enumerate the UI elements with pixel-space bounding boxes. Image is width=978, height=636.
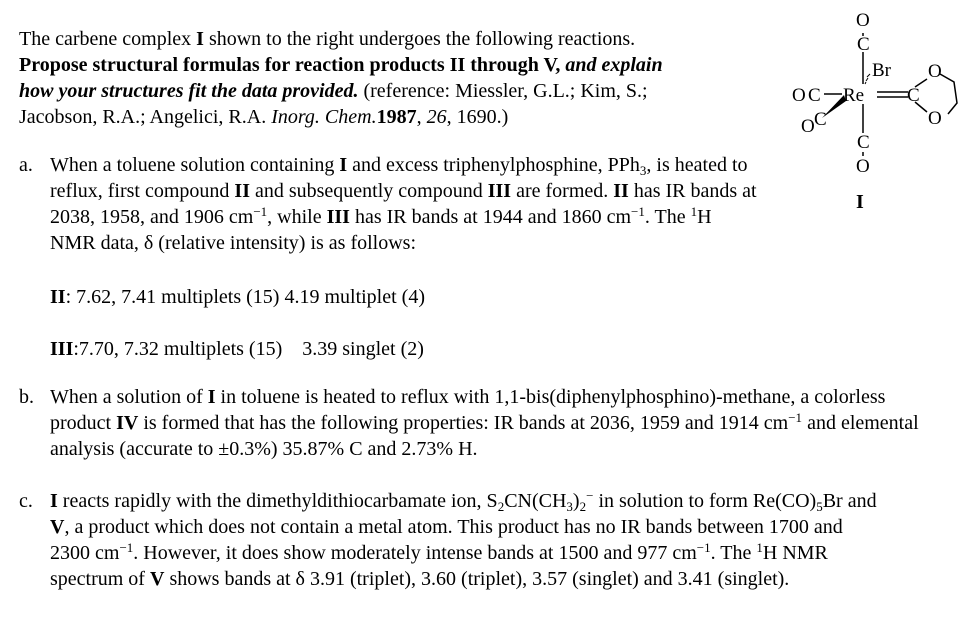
intro-line-3: how your structures fit the data provided. (reference: Miessler, G.L.; Kim, S.; [19,80,648,102]
intro-line-4: Jacobson, R.A.; Angelici, R.A. Inorg. Chem.1987, 26, 1690.) [19,106,509,128]
item-a-text: When a toluene solution containing I and excess triphenylphosphine, PPh$_3$, is heated to reflux, first compound II and subsequently compound III are formed. II has IR bands at 2038, 1958, and 1906 $cm^{-1}$, while III has IR bands at 1944 and 1860 $cm^{-1}$. The $^1$H NMR data, δ (relative intensity) is as follows: [50,154,757,254]
atom-c-top: C [857,34,870,55]
atom-o-bottom: O [856,156,870,177]
atom-o-left: O [792,85,806,106]
atom-o-ring-top: O [928,61,942,82]
intro-line-2: Propose structural formulas for reaction products II through V, and explain [19,54,663,76]
nmr-data-III: III:7.70, 7.32 multiplets (15) 3.39 singlet (2) [50,338,424,360]
atom-o-top: O [856,10,870,31]
item-a [19,152,759,256]
journal-name: Inorg. Chem. [271,106,377,128]
nmr-data-II: II: 7.62, 7.41 multiplets (15) 4.19 multiplet (4) [50,286,425,308]
item-c [19,488,879,592]
item-c-label: c. [19,490,33,512]
atom-o-low: O [801,116,815,137]
item-b [19,384,929,462]
atom-o-ring-bottom: O [928,108,942,129]
atom-re: Re [843,85,865,106]
item-a-label: a. [19,154,33,176]
atom-c-low: C [814,109,827,130]
intro-line-1: The carbene complex I shown to the right undergoes the following reactions. [19,28,636,50]
journal-year: 1987 [376,106,417,128]
atom-c-carbene: C [907,85,920,106]
item-c-text: I reacts rapidly with the dimethyldithiocarbamate ion, $S_2CN(CH_3)_2^-$ in solution to form $Re(CO)_5Br$ and V, a product which does not contain a metal atom. This product has no IR bands between 1700 and 2300 $cm^{-1}$. However, it does show moderately intense bands at 1500 and 977 $cm^{-1}$. The $^1$H NMR spectrum of V shows bands at δ 3.91 (triplet), 3.60 (triplet), 3.57 (singlet) and 3.41 (singlet). [50,488,877,590]
compound-I-ref: I [196,28,204,50]
problem-intro [19,26,739,130]
hashed-bond-br [865,74,870,84]
dioxolane-ring-bonds [940,74,957,114]
atom-c-left: C [808,85,821,106]
carbene-complex-structure [760,2,970,222]
item-b-text: When a solution of I in toluene is heated to reflux with 1,1-bis(diphenylphosphino)-methane, a colorless product IV is formed that has the following properties: IR bands at 2036, 1959 and 1914 $cm^{-1}$ and elemental analysis (accurate to ±0.3%) 35.87% C and 2.73% H. [50,386,919,460]
item-b-label: b. [19,386,34,408]
atom-c-bottom: C [857,132,870,153]
structure-label: I [856,191,864,213]
atom-br: Br [872,60,891,81]
journal-volume: 26 [426,106,447,128]
